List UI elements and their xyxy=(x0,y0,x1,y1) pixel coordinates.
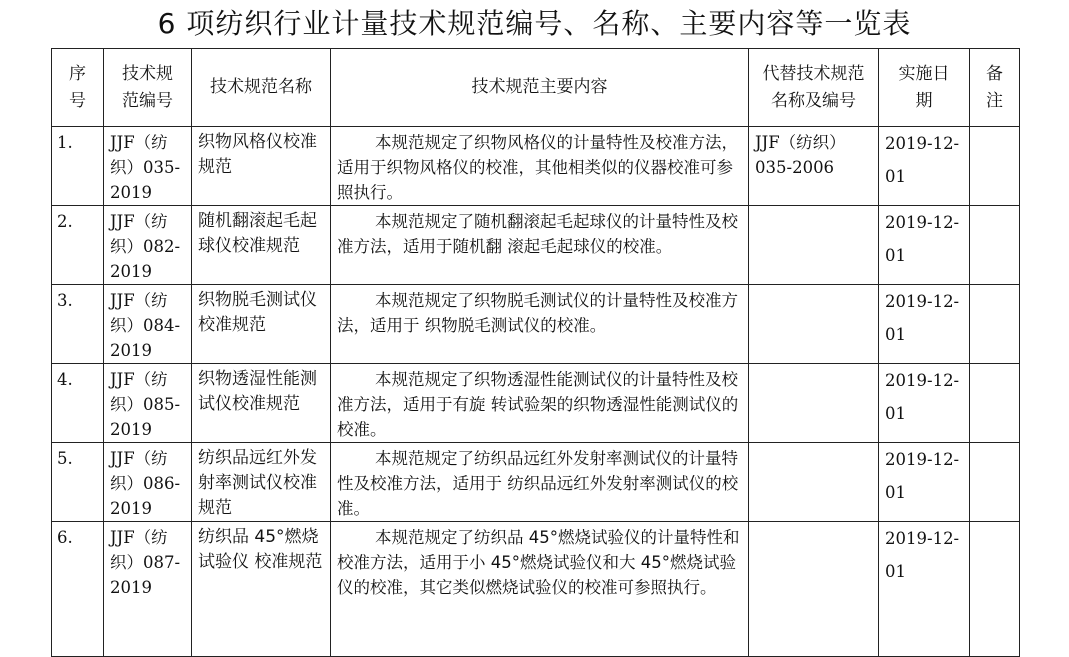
page-title: 6 项纺织行业计量技术规范编号、名称、主要内容等一览表 xyxy=(157,7,912,40)
header-code: 技术规范编号 xyxy=(104,49,192,127)
standard-code: JJF（纺织）035-2019 xyxy=(104,127,192,206)
table-row xyxy=(52,364,1020,443)
row-number: 5. xyxy=(52,443,104,522)
row-number: 3. xyxy=(52,285,104,364)
standard-content xyxy=(331,285,749,364)
content-text: 本规范规定了纺织品远红外发射率测试仪的计量特性及校准方法，适用于 纺织品远红外发射率测试仪的校准。 xyxy=(337,449,739,518)
row-number: 6. xyxy=(52,522,104,657)
replaced-standard xyxy=(749,364,879,443)
effective-date: 2019-12-01 xyxy=(879,364,970,443)
replaced-standard xyxy=(749,206,879,285)
effective-date: 2019-12-01 xyxy=(879,206,970,285)
table-row xyxy=(52,206,1020,285)
table-header-row xyxy=(52,49,1020,127)
row-number: 2. xyxy=(52,206,104,285)
content-text: 本规范规定了织物透湿性能测试仪的计量特性及校准方法，适用于有旋 转试验架的织物透湿性能测试仪的校准。 xyxy=(337,370,739,439)
standard-name: 纺织品远红外发射率测试仪校准规范 xyxy=(192,443,331,522)
content-text: 本规范规定了随机翻滚起毛起球仪的计量特性及校准方法，适用于随机翻 滚起毛起球仪的校准。 xyxy=(337,212,738,256)
standard-code: JJF（纺织）086-2019 xyxy=(104,443,192,522)
remark xyxy=(970,522,1020,657)
remark xyxy=(970,206,1020,285)
header-name: 技术规范名称 xyxy=(192,49,331,127)
effective-date: 2019-12-01 xyxy=(879,522,970,657)
table-row xyxy=(52,443,1020,522)
replaced-standard xyxy=(749,522,879,657)
standard-content xyxy=(331,443,749,522)
remark xyxy=(970,443,1020,522)
standard-content xyxy=(331,206,749,285)
standard-code: JJF（纺织）087-2019 xyxy=(104,522,192,657)
standard-content xyxy=(331,364,749,443)
standard-code: JJF（纺织）082-2019 xyxy=(104,206,192,285)
remark xyxy=(970,127,1020,206)
table-row xyxy=(52,522,1020,657)
effective-date: 2019-12-01 xyxy=(879,443,970,522)
standard-name: 织物透湿性能测试仪校准规范 xyxy=(192,364,331,443)
standards-table xyxy=(51,48,1020,657)
standard-content xyxy=(331,127,749,206)
standard-name: 织物风格仪校准规范 xyxy=(192,127,331,206)
table-row xyxy=(52,285,1020,364)
content-text: 本规范规定了纺织品 45°燃烧试验仪的计量特性和校准方法，适用于小 45°燃烧试验仪和大 45°燃烧试验仪的校准，其它类似燃烧试验仪的校准可参照执行。 xyxy=(337,528,740,597)
standard-name: 随机翻滚起毛起球仪校准规范 xyxy=(192,206,331,285)
replaced-standard: JJF（纺织）035-2006 xyxy=(749,127,879,206)
effective-date: 2019-12-01 xyxy=(879,127,970,206)
header-no: 序号 xyxy=(52,49,104,127)
content-text: 本规范规定了织物脱毛测试仪的计量特性及校准方法，适用于 织物脱毛测试仪的校准。 xyxy=(337,291,738,335)
content-text: 本规范规定了织物风格仪的计量特性及校准方法，适用于织物风格仪的校准，其他相类似的仪器校准可参照执行。 xyxy=(337,133,738,202)
header-replace: 代替技术规范名称及编号 xyxy=(749,49,879,127)
remark xyxy=(970,285,1020,364)
remark xyxy=(970,364,1020,443)
table-row xyxy=(52,127,1020,206)
standard-code: JJF（纺织）085-2019 xyxy=(104,364,192,443)
effective-date: 2019-12-01 xyxy=(879,285,970,364)
standard-content xyxy=(331,522,749,657)
standard-code: JJF（纺织）084-2019 xyxy=(104,285,192,364)
row-number: 4. xyxy=(52,364,104,443)
replaced-standard xyxy=(749,443,879,522)
header-content: 技术规范主要内容 xyxy=(331,49,749,127)
standard-name: 纺织品 45°燃烧试验仪 校准规范 xyxy=(192,522,331,657)
header-date: 实施日期 xyxy=(879,49,970,127)
replaced-standard xyxy=(749,285,879,364)
standard-name: 织物脱毛测试仪校准规范 xyxy=(192,285,331,364)
row-number: 1. xyxy=(52,127,104,206)
header-note: 备注 xyxy=(970,49,1020,127)
